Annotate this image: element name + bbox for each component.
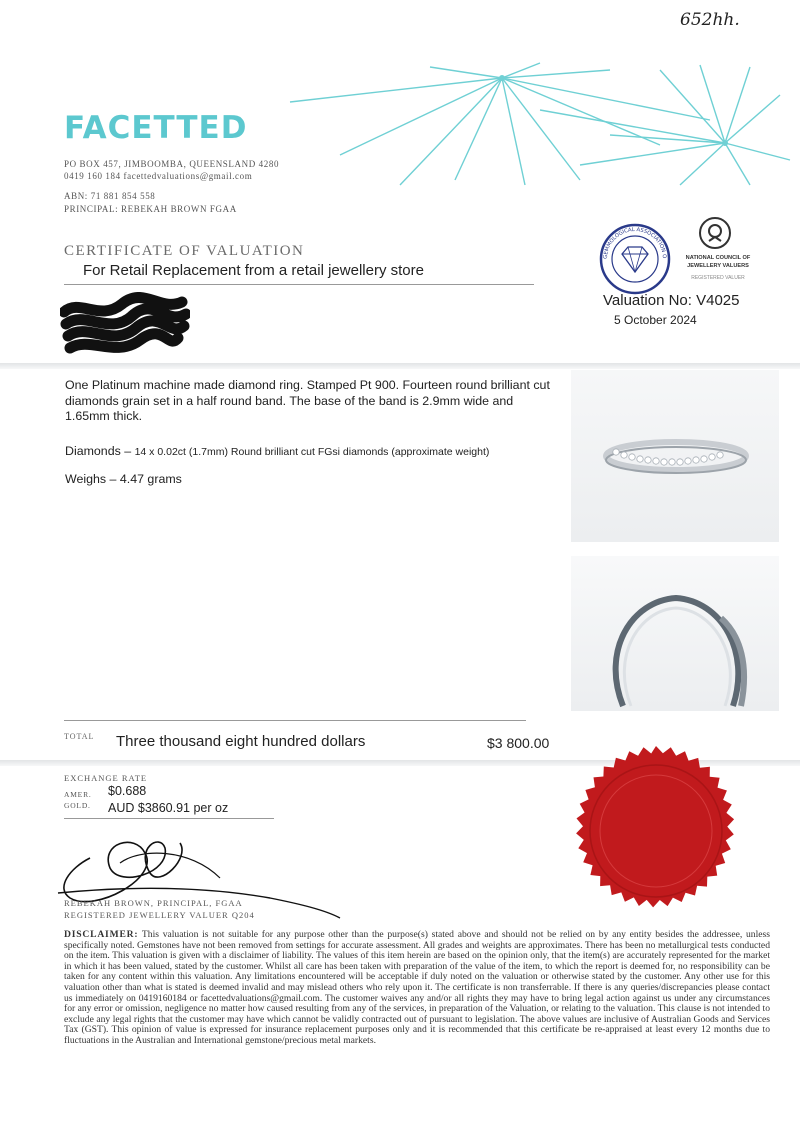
ring-front-icon — [571, 556, 779, 711]
total-amount: $3 800.00 — [487, 735, 550, 751]
total-label: TOTAL — [64, 732, 95, 741]
company-contact: 0419 160 184 facettedvaluations@gmail.com — [64, 171, 253, 181]
ring-photo-front — [571, 556, 779, 711]
exchange-rate-label: EXCHANGE RATE — [64, 773, 148, 783]
ncjv-logo-icon — [697, 215, 733, 251]
gemmological-association-badge-icon — [598, 222, 672, 296]
signature-name: REBEKAH BROWN, PRINCIPAL, FGAA — [64, 898, 243, 908]
company-principal: PRINCIPAL: REBEKAH BROWN FGAA — [64, 204, 237, 214]
redacted-name-scribble — [60, 292, 190, 362]
item-description: One Platinum machine made diamond ring. Stamped Pt 900. Fourteen round brilliant cut diamonds grain set in a half round band. The base of the band is 2.9mm wide and 1.65mm thick. — [65, 378, 550, 423]
total-rule — [64, 720, 526, 721]
ring-side-icon — [571, 370, 779, 542]
disclaimer — [64, 930, 770, 1047]
valuation-number: Valuation No: V4025 — [603, 292, 740, 309]
gold-value: AUD $3860.91 per oz — [108, 801, 229, 815]
header-rule — [64, 284, 534, 285]
certificate-title: CERTIFICATE OF VALUATION — [64, 243, 305, 259]
company-address: PO BOX 457, JIMBOOMBA, QUEENSLAND 4280 — [64, 159, 280, 169]
disclaimer-text: This valuation is not suitable for any purpose other than the purpose(s) stated above and should not be relied on by any entity besides the addressee, unless specifically noted. Gemstones have not been removed from settings for accurate assessment. All grades and weights are approximates. There has been no metallurgical tests conducted on the item. This valuation is given with a disclaimer of liability. The values of this item herein are based on the opinion only, that the item(s) are accurately represented for the market in which it has been valued, stated by the customer. Whilst all care has been taken with preparation of the value of the item, to which the report is deemed for, no responsibility can be taken for any content within this valuation. Any limitations encountered will be acceptable if duly noted on the valuation or otherwise stated by the customer. Any other use for this valuation other than what is stated is deemed invalid and may mislead others who rely upon it. The certificate is non transferrable. If there is any queries/discrepancies please contact us immediately on 0419160184 or facettedvaluations@gmail.com. The customer waives any and/or all rights they may have to bring legal action against us under any circumstances for any error or omission, negligence no matter how caused resulting from any of the services, in preparation of the Valuation, or relating to the valuation. This clause is not intended to exclude any legal rights that the customer may have which cannot be validly contracted out of pursuant to legislation. The above values are inclusive of Australian Goods and Services Tax (GST). This opinion of value is expressed for insurance replacement purposes only and it is recommended that this certificate be re-appraised at least every 12 months due to fluctuations in the Australian and International gemstone/precious metal markets. — [64, 929, 770, 1046]
company-abn: ABN: 71 881 854 558 — [64, 191, 156, 201]
gold-label: GOLD. — [64, 801, 91, 810]
diamonds-detail: 14 x 0.02ct (1.7mm) Round brilliant cut FGsi diamonds (approximate weight) — [134, 446, 490, 458]
total-words: Three thousand eight hundred dollars — [116, 733, 366, 750]
ncjv-badge-subtext: REGISTERED VALUER — [691, 275, 745, 281]
amer-value: $0.688 — [108, 784, 147, 798]
handwritten-reference: 652hh. — [680, 10, 740, 30]
red-seal-icon — [567, 742, 745, 920]
certificate-subtitle: For Retail Replacement from a retail jewellery store — [83, 262, 424, 279]
company-logo: FACETTED — [64, 110, 248, 146]
disclaimer-label: DISCLAIMER: — [64, 929, 139, 940]
gaa-badge-text: GEMMOLOGICAL ASSOCIATION O — [602, 226, 668, 260]
diamonds-label: Diamonds — [65, 444, 121, 458]
ncjv-badge-text: NATIONAL COUNCIL OF JEWELLERY VALUERS — [685, 255, 751, 269]
amer-label: AMER. — [64, 790, 92, 799]
weight-line: Weighs – 4.47 grams — [65, 472, 182, 486]
valuation-date: 5 October 2024 — [614, 313, 697, 327]
diamonds-line: Diamonds – 14 x 0.02ct (1.7mm) Round brilliant cut FGsi diamonds (approximate weight) — [65, 444, 490, 458]
signature-title: REGISTERED JEWELLERY VALUER Q204 — [64, 910, 255, 920]
ring-photo-side — [571, 370, 779, 542]
paper-fold — [0, 363, 800, 369]
starburst-decoration — [280, 55, 800, 190]
